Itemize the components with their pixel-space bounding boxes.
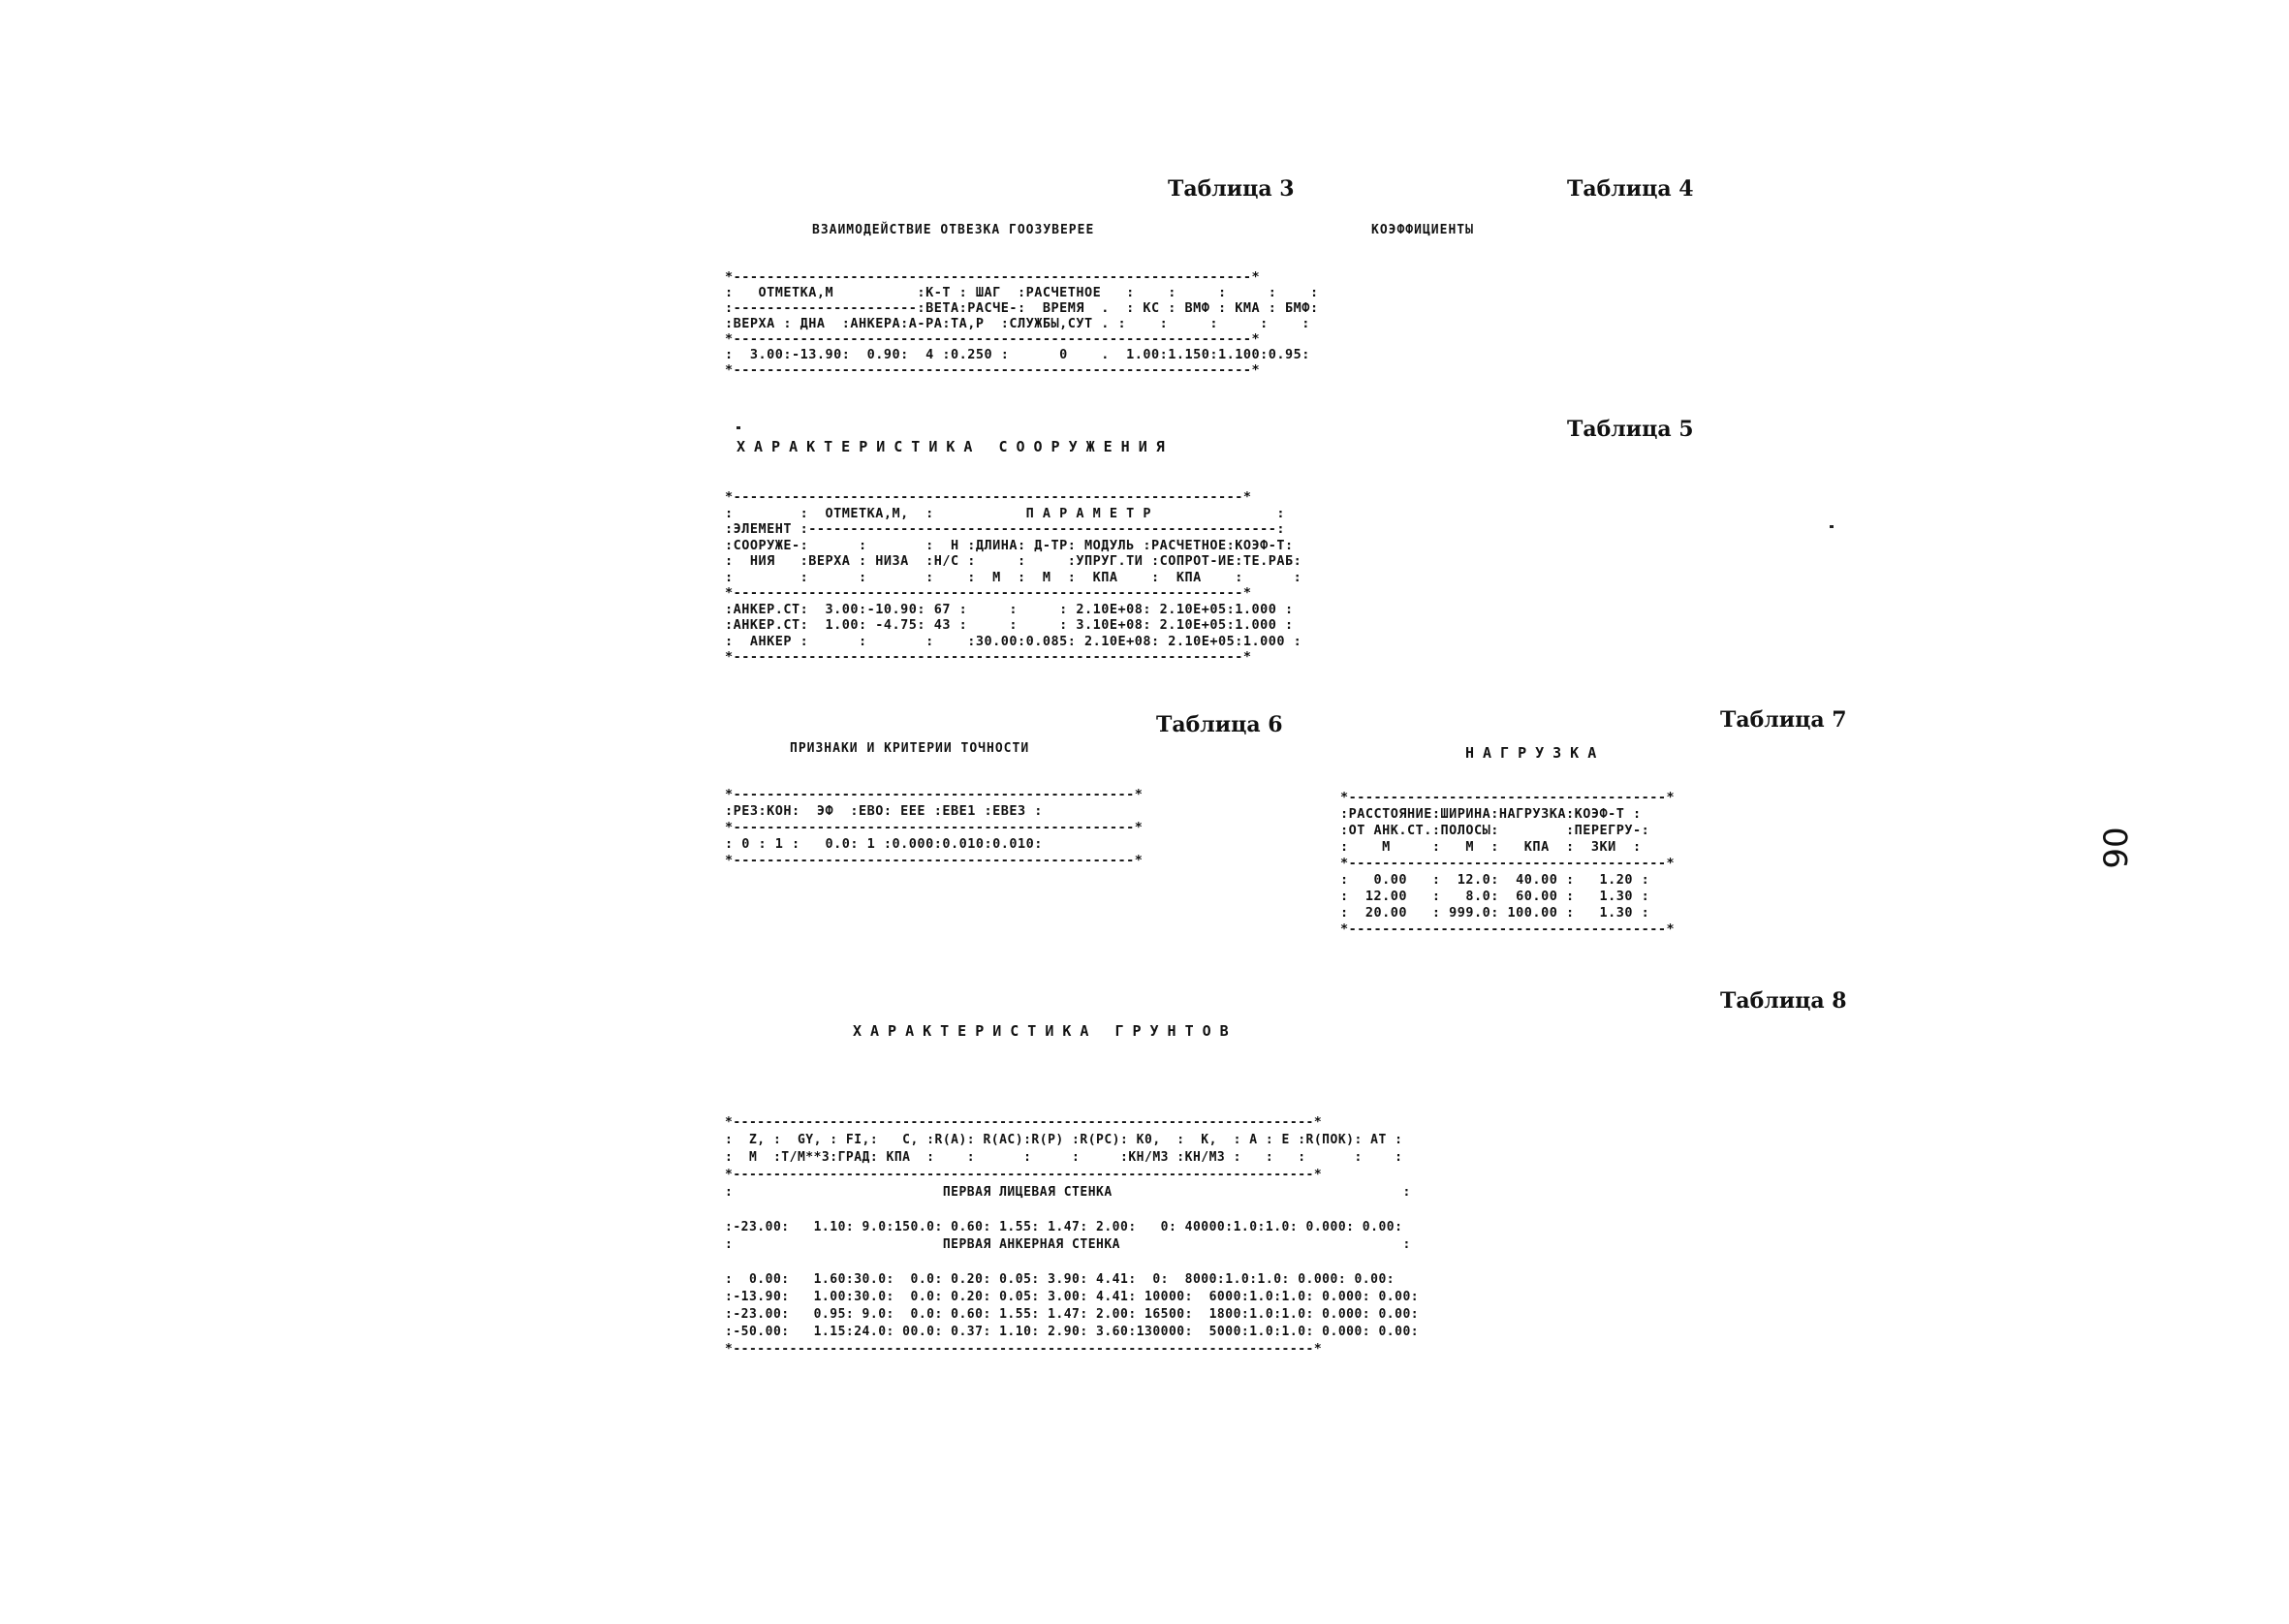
table5-title: ХАРАКТЕРИСТИКА СООРУЖЕНИЯ <box>737 438 1174 455</box>
table6-title: ПРИЗНАКИ И КРИТЕРИИ ТОЧНОСТИ <box>790 741 1030 756</box>
table5-label: Таблица 5 <box>1567 417 1694 442</box>
table5-body: *-------------------------------------------------------------* : : ОТМЕТКА,М, : П А Р А М Е Т Р : :ЭЛЕМЕНТ :--------------------------------------------------------: :СООРУЖЕ-: : : Н :ДЛИНА: Д-ТР: МОДУЛЬ :РАСЧЕТНОЕ:КОЭФ-Т: : НИЯ :ВЕРХА : НИЗА :Н/С : : :УПРУГ.ТИ :СОПРОТ-ИЕ:ТЕ.РАБ: : : : : : М : М : КПА : КПА : : *-------------------------------------------------------------* :АНКЕР.СТ: 3.00:-10.90: 67 : : : 2.10Е+08: 2.10Е+05:1.000 : :АНКЕР.СТ: 1.00: -4.75: 43 : : : 3.10Е+08: 2.10Е+05:1.000 : : АНКЕР : : : :30.00:0.085: 2.10Е+08: 2.10Е+05:1.000 : *-------------------------------------------------------------* <box>725 489 1302 665</box>
speck <box>1830 525 1834 528</box>
table3-title: ВЗАИМОДЕЙСТВИЕ ОТВЕЗКА ГООЗУВЕРЕЕ <box>812 223 1095 237</box>
table8-title: ХАРАКТЕРИСТИКА ГРУНТОВ <box>853 1022 1238 1040</box>
speck <box>737 426 740 429</box>
table7-label: Таблица 7 <box>1720 707 1847 733</box>
table7-body: *--------------------------------------* :РАССТОЯНИЕ:ШИРИНА:НАГРУЗКА:КОЭФ-Т : :ОТ АНК.СТ.:ПОЛОСЫ: :ПЕРЕГРУ-: : М : М : КПА : ЗКИ : *--------------------------------------* : 0.00 : 12.0: 40.00 : 1.20 : : 12.00 : 8.0: 60.00 : 1.30 : : 20.00 : 999.0: 100.00 : 1.30 : *--------------------------------------* <box>1340 790 1676 937</box>
table3-label: Таблица 3 <box>1168 176 1295 202</box>
table8-body: *------------------------------------------------------------------------* : Z, : GY, : FI,: C, :R(A): R(AC):R(P) :R(PC): К0, : К, : А : Е :R(ПОК): АТ : : М :Т/М**3:ГРАД: КПА : : : : :КН/М3 :КН/М3 : : : : : *------------------------------------------------------------------------* : ПЕРВАЯ ЛИЦЕВАЯ СТЕНКА : :-23.00: 1.10: 9.0:150.0: 0.60: 1.55: 1.47: 2.00: 0: 40000:1.0:1.0: 0.000: 0.00: : ПЕРВАЯ АНКЕРНАЯ СТЕНКА : : 0.00: 1.60:30.0: 0.0: 0.20: 0.05: 3.90: 4.41: 0: 8000:1.0:1.0: 0.000: 0.00: :-13.90: 1.00:30.0: 0.0: 0.20: 0.05: 3.00: 4.41: 10000: 6000:1.0:1.0: 0.000: 0.00: :-23.00: 0.95: 9.0: 0.0: 0.60: 1.55: 1.47: 2.00: 16500: 1800:1.0:1.0: 0.000: 0.00: :-50.00: 1.15:24.0: 00.0: 0.37: 1.10: 2.90: 3.60:130000: 5000:1.0:1.0: 0.000: 0.00: *------------------------------------------------------------------------* <box>725 1115 1420 1357</box>
table4-title: КОЭФФИЦИЕНТЫ <box>1371 223 1474 237</box>
table3-body: *--------------------------------------------------------------* : ОТМЕТКА,М :К-Т : ШАГ :РАСЧЕТНОЕ : : : : : :----------------------:ВЕТА:РАСЧЕ-: ВРЕМЯ . : КС : ВМФ : КМА : БМФ: :ВЕРХА : ДНА :АНКЕРА:А-РА:ТА,Р :СЛУЖБЫ,СУТ . : : : : : *--------------------------------------------------------------* : 3.00:-13.90: 0.90: 4 :0.250 : 0 . 1.00:1.150:1.100:0.95: *--------------------------------------------------------------* <box>725 269 1319 378</box>
table6-label: Таблица 6 <box>1156 712 1283 737</box>
page-number: 06 <box>2094 827 2134 869</box>
table4-label: Таблица 4 <box>1567 176 1694 202</box>
table6-body: *------------------------------------------------* :РЕЗ:КОН: ЭФ :ЕВО: ЕЕЕ :ЕВЕ1 :ЕВЕЗ : *------------------------------------------------* : 0 : 1 : 0.0: 1 :0.000:0.010:0.010: *------------------------------------------------* <box>725 787 1144 868</box>
table8-label: Таблица 8 <box>1720 988 1847 1014</box>
table7-title: НАГРУЗКА <box>1465 744 1606 762</box>
